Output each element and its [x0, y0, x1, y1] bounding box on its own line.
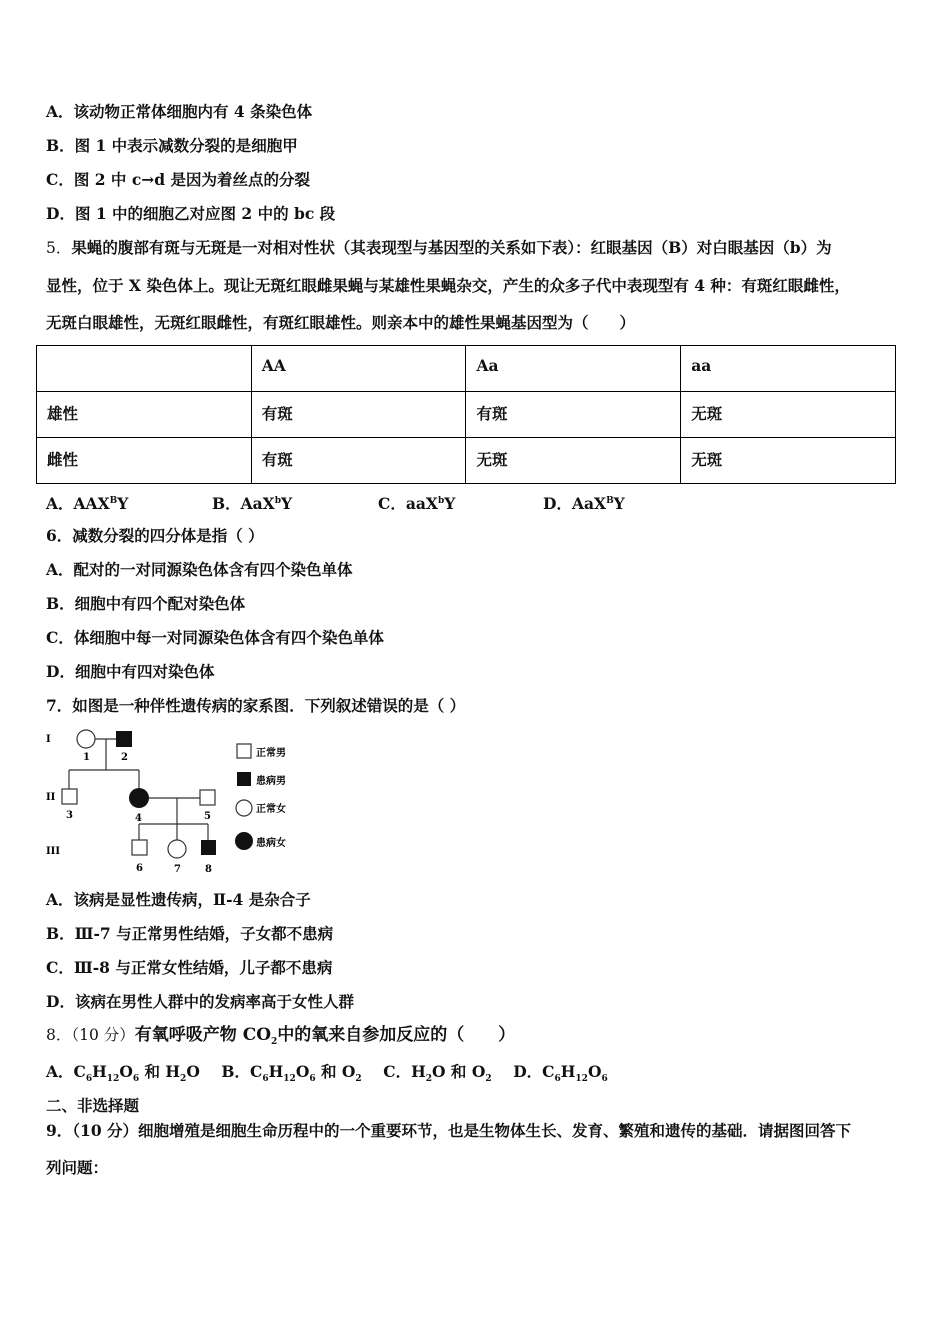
individual-3-normal-male: [62, 789, 77, 804]
q5-option-a: A．$AAX^BY$: [46, 494, 129, 513]
q8-stem: 8．（10 分）有氧呼吸产物 $CO_2$中的氧来自参加反应的（ ）: [46, 1025, 516, 1048]
individual-number: 5: [204, 811, 211, 822]
individual-number: 6: [136, 863, 143, 874]
table-cell: 有斑: [251, 392, 466, 438]
individual-2-affected-male: [116, 731, 132, 747]
table-cell: Aa: [466, 346, 681, 392]
q6-option-b: B．细胞中有四个配对染色体: [46, 594, 246, 613]
q5-option-c: C．aaX$^b$Y: [378, 494, 456, 513]
legend-normal-female-icon: [236, 800, 252, 816]
legend-label: 正常男: [256, 748, 286, 759]
q4-option-a: A．该动物正常体细胞内有 4 条染色体: [46, 102, 313, 121]
table-cell: 雄性: [37, 392, 252, 438]
q9-stem-line1: 9．（10 分）细胞增殖是细胞生命历程中的一个重要环节，也是生物体生长、发育、繁殖和遗传的基础．请据图回答下: [46, 1121, 852, 1140]
individual-number: 4: [135, 813, 142, 824]
q5-option-b: B．AaX$^b$Y: [212, 494, 293, 513]
individual-number: 7: [174, 864, 181, 875]
table-header-row: [37, 346, 896, 392]
individual-number: 8: [205, 864, 212, 875]
legend-label: 患病女: [256, 838, 286, 849]
table-cell: 无斑: [681, 392, 896, 438]
table-cell: AA: [251, 346, 466, 392]
individual-4-affected-female: [129, 788, 149, 808]
q7-option-a: A．该病是显性遗传病，Ⅱ-4 是杂合子: [46, 890, 311, 909]
q5-stem-line2: 显性，位于 X 染色体上。现让无斑红眼雌果蝇与某雄性果蝇杂交，产生的众多子代中表现型有 4 种：有斑红眼雌性，: [46, 276, 850, 295]
table-cell: 有斑: [466, 392, 681, 438]
table-cell: 无斑: [466, 438, 681, 484]
q7-option-c: C．Ⅲ-8 与正常女性结婚，儿子都不患病: [46, 958, 333, 977]
legend-affected-female-icon: [235, 832, 253, 850]
q8-option-c: C．$H_2O$ 和 $O_2$: [383, 1062, 492, 1085]
q8-option-a: A．$C_6H_{12}O_6$ 和 $H_2O$: [46, 1062, 200, 1085]
individual-1-normal-female: [77, 730, 95, 748]
legend-label: 患病男: [256, 776, 286, 787]
table-row: [37, 392, 896, 438]
q8-option-d: D．$C_6H_{12}O_6$: [513, 1062, 608, 1085]
q8-options: [46, 1062, 608, 1085]
q7-option-d: D．该病在男性人群中的发病率高于女性人群: [46, 992, 354, 1011]
q6-option-d: D．细胞中有四对染色体: [46, 662, 215, 681]
q7-option-b: B．Ⅲ-7 与正常男性结婚，子女都不患病: [46, 924, 334, 943]
q4-option-b: B．图 1 中表示减数分裂的是细胞甲: [46, 136, 298, 155]
q5-stem-line3: 无斑白眼雄性，无斑红眼雌性，有斑红眼雄性。则亲本中的雄性果蝇基因型为（ ）: [46, 313, 636, 332]
generation-label-1: I: [46, 734, 51, 745]
table-cell: aa: [681, 346, 896, 392]
individual-number: 2: [121, 752, 128, 763]
q4-option-c: C．图 2 中 c→d 是因为着丝点的分裂: [46, 170, 310, 189]
individual-number: 3: [66, 810, 73, 821]
genotype-table: [36, 345, 896, 484]
q6-option-c: C．体细胞中每一对同源染色体含有四个染色单体: [46, 628, 384, 647]
q4-option-d: D．图 1 中的细胞乙对应图 2 中的 bc 段: [46, 204, 336, 223]
q9-stem-line2: 列问题：: [46, 1158, 109, 1177]
q6-option-a: A．配对的一对同源染色体含有四个染色单体: [46, 560, 353, 579]
q8-option-b: B．$C_6H_{12}O_6$ 和 $O_2$: [221, 1062, 362, 1085]
individual-8-affected-male: [201, 840, 216, 855]
table-cell: 无斑: [681, 438, 896, 484]
q7-stem: 7．如图是一种伴性遗传病的家系图．下列叙述错误的是（ ）: [46, 696, 466, 715]
individual-6-normal-male: [132, 840, 147, 855]
pedigree-chart: [42, 726, 302, 876]
table-cell: 雌性: [37, 438, 252, 484]
table-cell: [37, 346, 252, 392]
individual-5-normal-male: [200, 790, 215, 805]
q5-option-d: D．AaX$^B$Y: [543, 494, 625, 513]
table-row: [37, 438, 896, 484]
individual-7-normal-female: [168, 840, 186, 858]
individual-number: 1: [83, 752, 90, 763]
legend-affected-male-icon: [237, 772, 251, 786]
table-cell: 有斑: [251, 438, 466, 484]
generation-label-3: III: [46, 846, 61, 857]
q5-stem-line1: 5．果蝇的腹部有斑与无斑是一对相对性状（其表现型与基因型的关系如下表）：红眼基因（B）对白眼基因（b）为: [46, 238, 832, 257]
section-heading: 二、非选择题: [46, 1096, 140, 1115]
generation-label-2: II: [46, 792, 56, 803]
legend-label: 正常女: [256, 804, 286, 815]
q6-stem: 6．减数分裂的四分体是指（ ）: [46, 526, 264, 545]
legend-normal-male-icon: [237, 744, 251, 758]
